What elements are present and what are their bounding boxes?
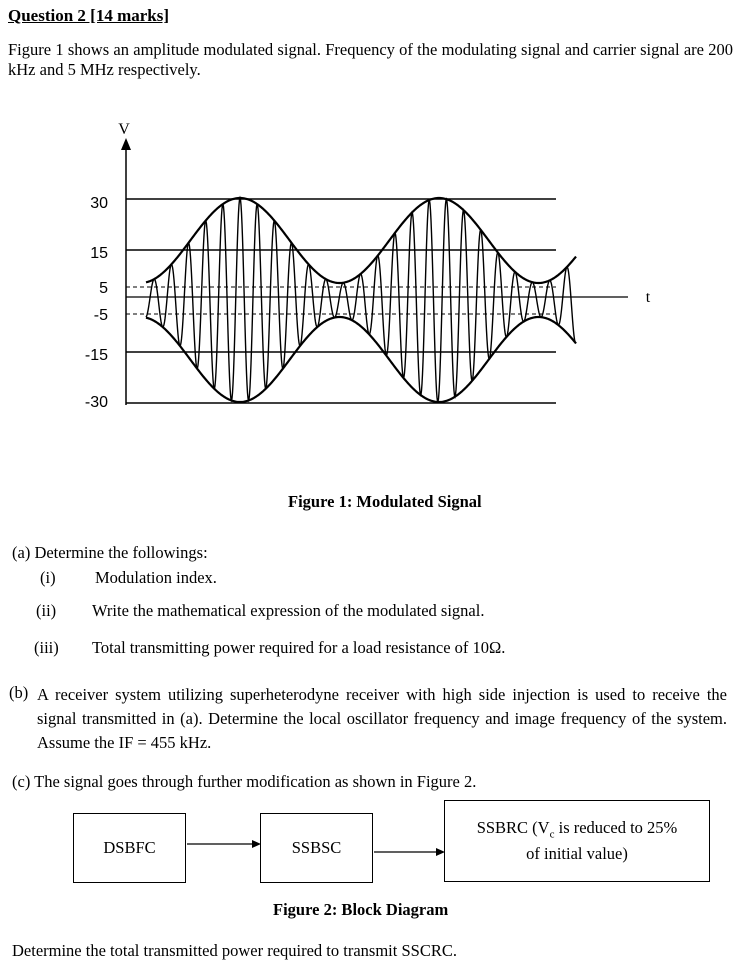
tick-label-15: 15 [90,245,108,262]
v-axis-label: V [118,121,130,138]
part-a-lead: (a) Determine the followings: [12,543,208,562]
part-c-text: (c) The signal goes through further modification as shown in Figure 2. [12,772,477,791]
block-ssbrc-label: SSBRC ($V_c$ is reduced to 25% of initial value) [476,817,678,864]
part-a-i-text: Modulation index. [95,568,217,587]
part-a-ii-num: (ii) [36,601,57,620]
tick-label-neg5: -5 [93,307,108,324]
tick-label-neg15: -15 [84,347,108,364]
figure1-caption: Figure 1: Modulated Signal [288,492,482,511]
tick-label-30: 30 [90,195,108,212]
block-ssbsc-label: SSBSC [291,838,342,857]
part-a-i-num: (i) [40,568,56,587]
part-a-iii-num: (iii) [34,638,59,657]
final-question: Determine the total transmitted power required to transmit SSCRC. [12,941,457,960]
tick-label-5: 5 [99,280,108,297]
block-dsbfc-label: DSBFC [103,838,156,857]
arrow-1-head [252,840,261,848]
question-intro: Figure 1 shows an amplitude modulated signal. Frequency of the modulating signal and carrier signal are 200 kHz and 5 MHz respectively. [8,40,733,79]
arrow-2-head [436,848,445,856]
part-a-iii-text: Total transmitting power required for a load resistance of 10Ω. [92,638,506,657]
question-title: Question 2 [14 marks] [8,6,170,25]
part-b-label: (b) [9,683,29,702]
t-axis-label: t [645,289,651,306]
part-a-ii-text: Write the mathematical expression of the modulated signal. [92,601,485,620]
part-b-text: A receiver system utilizing superheterodyne receiver with high side injection is used to receive the signal transmitted in (a). Determine the local oscillator frequency and image frequency of the system. Assume the IF = 455 kHz. [37,685,727,752]
figure2-caption: Figure 2: Block Diagram [273,900,449,919]
tick-label-neg30: -30 [84,394,108,411]
